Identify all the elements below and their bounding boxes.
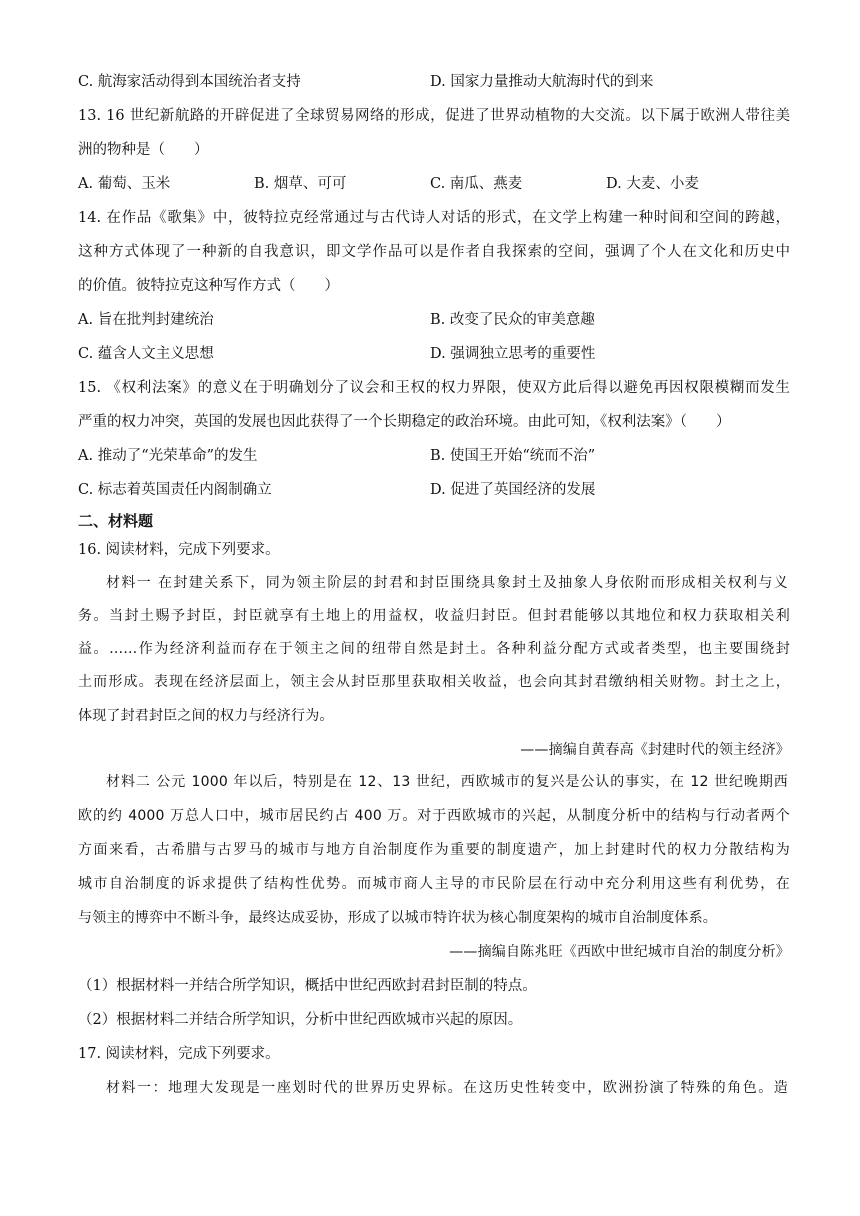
q14-option-d: D. 强调独立思考的重要性 [430, 346, 596, 362]
q16-material1-line1: 材料一 在封建关系下，同为领主阶层的封君和封臣围绕具象封土及抽象人身依附而形成相关权利与义 [106, 575, 788, 591]
option-d: D. 国家力量推动大航海时代的到来 [430, 74, 654, 90]
q16-material2-line5: 与领主的博弈中不断斗争，最终达成妥协，形成了以城市特许状为核心制度架构的城市自治制度体系。 [78, 910, 717, 926]
q17-material1-line1: 材料一：地理大发现是一座划时代的世界历史界标。在这历史性转变中，欧洲扮演了特殊的角色。造 [106, 1080, 788, 1096]
q15-option-d: D. 促进了英国经济的发展 [430, 482, 596, 498]
q15-option-c: C. 标志着英国责任内阁制确立 [78, 482, 272, 498]
q14-option-c: C. 蕴含人文主义思想 [78, 346, 214, 362]
q16-material2-line3: 方面来看，古希腊与古罗马的城市与地方自治制度作为重要的制度遗产，加上封建时代的权力分散结构为 [78, 842, 790, 858]
q16-material2-source: ——摘编自陈兆旺《西欧中世纪城市自治的制度分析》 [449, 944, 790, 960]
section-title: 二、材料题 [78, 512, 154, 530]
q16-requirement2: （2）根据材料二并结合所学知识，分析中世纪西欧城市兴起的原因。 [78, 1012, 523, 1028]
q14-stem-line3: 的价值。彼特拉克这种写作方式（ ） [78, 278, 339, 294]
q16-material1-line3: 益。……作为经济利益而存在于领主之间的纽带自然是封土。各种利益分配方式或者类型，也主要围绕封 [78, 641, 790, 657]
q13-option-c: C. 南瓜、燕麦 [430, 176, 523, 192]
option-c: C. 航海家活动得到本国统治者支持 [78, 74, 301, 90]
q16-material1-line4: 土而形成。表现在经济层面上，领主会从封臣那里获取相关收益，也会向其封君缴纳相关财物。封土之上， [78, 674, 790, 690]
q17-intro: 17. 阅读材料，完成下列要求。 [78, 1046, 280, 1062]
q16-requirement1: （1）根据材料一并结合所学知识，概括中世纪西欧封君封臣制的特点。 [78, 978, 537, 994]
q16-material2-line2: 欧的约 4000 万总人口中，城市居民约占 400 万。对于西欧城市的兴起，从制度分析中的结构与行动者两个 [78, 808, 790, 824]
q16-material2-line4: 城市自治制度的诉求提供了结构性优势。而城市商人主导的市民阶层在行动中充分利用这些有利优势，在 [78, 876, 790, 892]
q16-intro: 16. 阅读材料，完成下列要求。 [78, 542, 280, 558]
q13-option-b: B. 烟草、可可 [254, 176, 347, 192]
q16-material2-line1: 材料二 公元 1000 年以后，特别是在 12、13 世纪，西欧城市的复兴是公认的事实，在 12 世纪晚期西 [106, 774, 788, 790]
q13-option-a: A. 葡萄、玉米 [78, 176, 171, 192]
q14-stem-line1: 14. 在作品《歌集》中，彼特拉克经常通过与古代诗人对话的形式，在文学上构建一种时间和空间的跨越， [78, 210, 790, 226]
q16-material1-source: ——摘编自黄春高《封建时代的领主经济》 [520, 742, 790, 758]
q13-stem-line2: 洲的物种是（ ） [78, 142, 209, 158]
q15-option-b: B. 使国王开始“统而不治” [430, 448, 596, 464]
q16-material1-line2: 务。当封土赐予封臣，封臣就享有土地上的用益权，收益归封臣。但封君能够以其地位和权力获取相关利 [78, 608, 790, 624]
q16-material1-line5: 体现了封君封臣之间的权力与经济行为。 [78, 708, 334, 724]
q14-option-a: A. 旨在批判封建统治 [78, 312, 214, 328]
q14-option-b: B. 改变了民众的审美意趣 [430, 312, 595, 328]
q15-stem-line2: 严重的权力冲突，英国的发展也因此获得了一个长期稳定的政治环境。由此可知，《权利法案》（ ） [78, 414, 731, 430]
q14-stem-line2: 这种方式体现了一种新的自我意识，即文学作品可以是作者自我探索的空间，强调了个人在文化和历史中 [78, 244, 790, 260]
q13-stem-line1: 13. 16 世纪新航路的开辟促进了全球贸易网络的形成，促进了世界动植物的大交流。以下属于欧洲人带往美 [78, 108, 790, 124]
q15-stem-line1: 15. 《权利法案》的意义在于明确划分了议会和王权的权力界限，使双方此后得以避免再因权限模糊而发生 [78, 380, 790, 396]
q13-option-d: D. 大麦、小麦 [606, 176, 699, 192]
q15-option-a: A. 推动了“光荣革命”的发生 [78, 448, 258, 464]
